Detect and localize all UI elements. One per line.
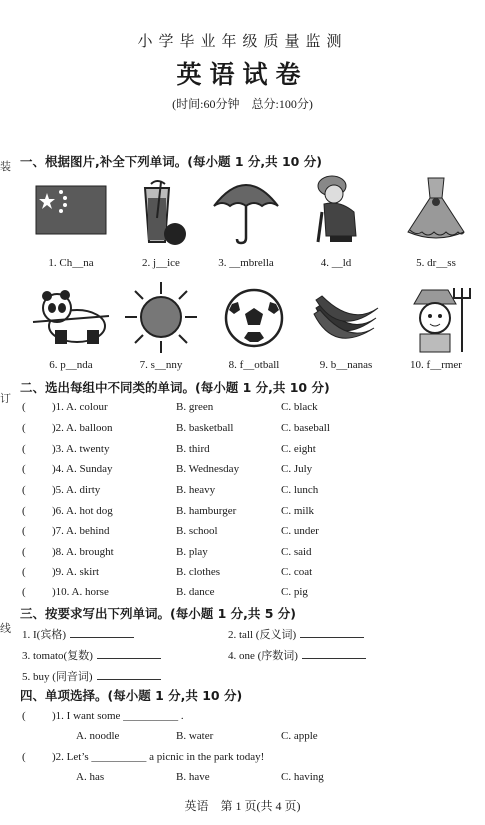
margin-char-ding: 订 (0, 393, 11, 405)
answer-blank[interactable] (70, 636, 134, 638)
umbrella-icon (206, 170, 286, 245)
exam-time-score-note: (时间:60分钟 总分:100分) (172, 97, 313, 111)
section-2-heading: 二、选出每组中不同类的单词。(每小题 1 分,共 10 分) (20, 380, 330, 395)
page-footer: 英语 第 1 页(共 4 页) (184, 799, 301, 813)
part3-item-3: 3. tomato(复数) (22, 647, 161, 663)
section-3-heading: 三、按要求写出下列单词。(每小题 1 分,共 5 分) (20, 606, 296, 621)
answer-blank[interactable] (300, 636, 364, 638)
bananas-icon (306, 282, 386, 357)
picture-label-8: 8. f__otball (228, 359, 280, 371)
picture-label-5: 5. dr__ss (416, 257, 456, 269)
picture-label-10: 10. f__rmer (410, 359, 462, 371)
exam-subtitle: 小学毕业年级质量监测 (137, 34, 348, 50)
picture-label-6: 6. p__nda (49, 359, 93, 371)
juice-icon (121, 178, 201, 253)
part3-item-5: 5. buy (同音词) (22, 668, 161, 684)
dress-icon (396, 172, 476, 247)
picture-label-2: 2. j__ice (142, 257, 180, 269)
china-flag-icon (31, 178, 111, 253)
sun-icon (121, 280, 201, 355)
section-4-heading: 四、单项选择。(每小题 1 分,共 10 分) (20, 688, 243, 703)
panda-icon (31, 282, 111, 357)
answer-blank[interactable] (97, 678, 161, 680)
part3-item-1: 1. I(宾格) (22, 626, 134, 642)
part3-item-4: 4. one (序数词) (228, 647, 366, 663)
section-1-heading: 一、根据图片,补全下列单词。(每小题 1 分,共 10 分) (20, 154, 322, 169)
picture-label-7: 7. s__nny (139, 359, 183, 371)
margin-char-zhuang: 装 (0, 161, 11, 173)
football-icon (214, 282, 294, 357)
old-woman-icon (296, 172, 376, 247)
picture-label-4: 4. __ld (320, 257, 352, 269)
part3-item-2: 2. tall (反义词) (228, 626, 364, 642)
exam-title: 英语试卷 (176, 60, 309, 89)
answer-blank[interactable] (302, 657, 366, 659)
farmer-icon (396, 282, 476, 357)
picture-label-3: 3. __mbrella (218, 257, 274, 269)
picture-label-9: 9. b__nanas (319, 359, 373, 371)
picture-label-1: 1. Ch__na (48, 257, 94, 269)
answer-blank[interactable] (97, 657, 161, 659)
margin-char-xian: 线 (0, 623, 11, 635)
